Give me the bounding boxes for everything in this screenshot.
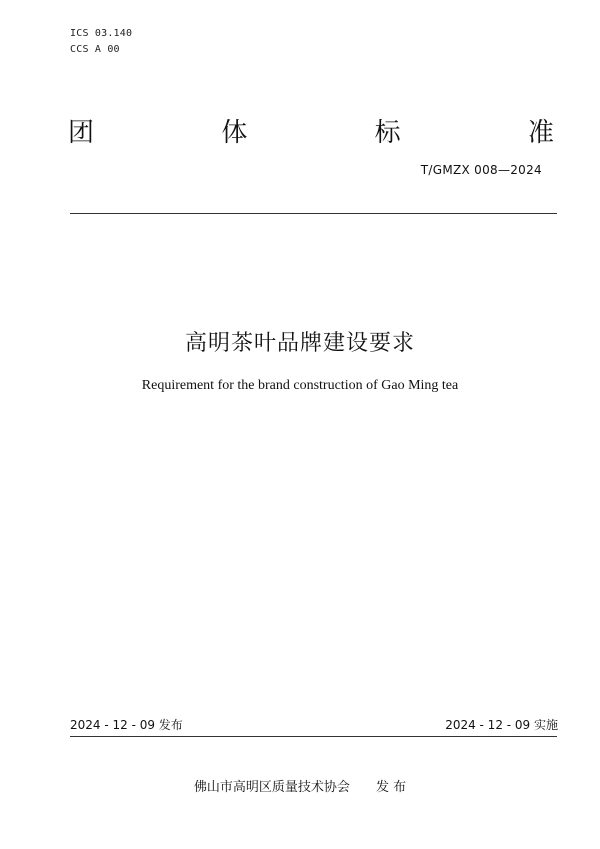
document-title-english: Requirement for the brand construction of Gao Ming tea [141,378,459,393]
header-divider [70,213,557,214]
publish-date: 2024 - 12 - 09 发布 [70,718,183,732]
implement-date: 2024 - 12 - 09 实施 [445,718,558,732]
document-title-chinese: 高明茶叶品牌建设要求 [184,331,415,356]
issuer-line [0,776,600,795]
ccs-code: CCS A 00 [70,44,120,55]
issuer-name: 佛山市高明区质量技术协会 [193,780,350,795]
ics-code: ICS 03.140 [70,28,133,39]
issuer-action: 发 布 [375,780,407,795]
footer-divider [70,736,557,737]
heading-char: 标 [374,118,401,148]
heading-char: 体 [221,118,248,148]
standard-type-heading [68,112,554,149]
heading-char: 准 [527,118,554,148]
standard-number: T/GMZX 008—2024 [420,163,542,177]
heading-char: 团 [68,118,95,148]
